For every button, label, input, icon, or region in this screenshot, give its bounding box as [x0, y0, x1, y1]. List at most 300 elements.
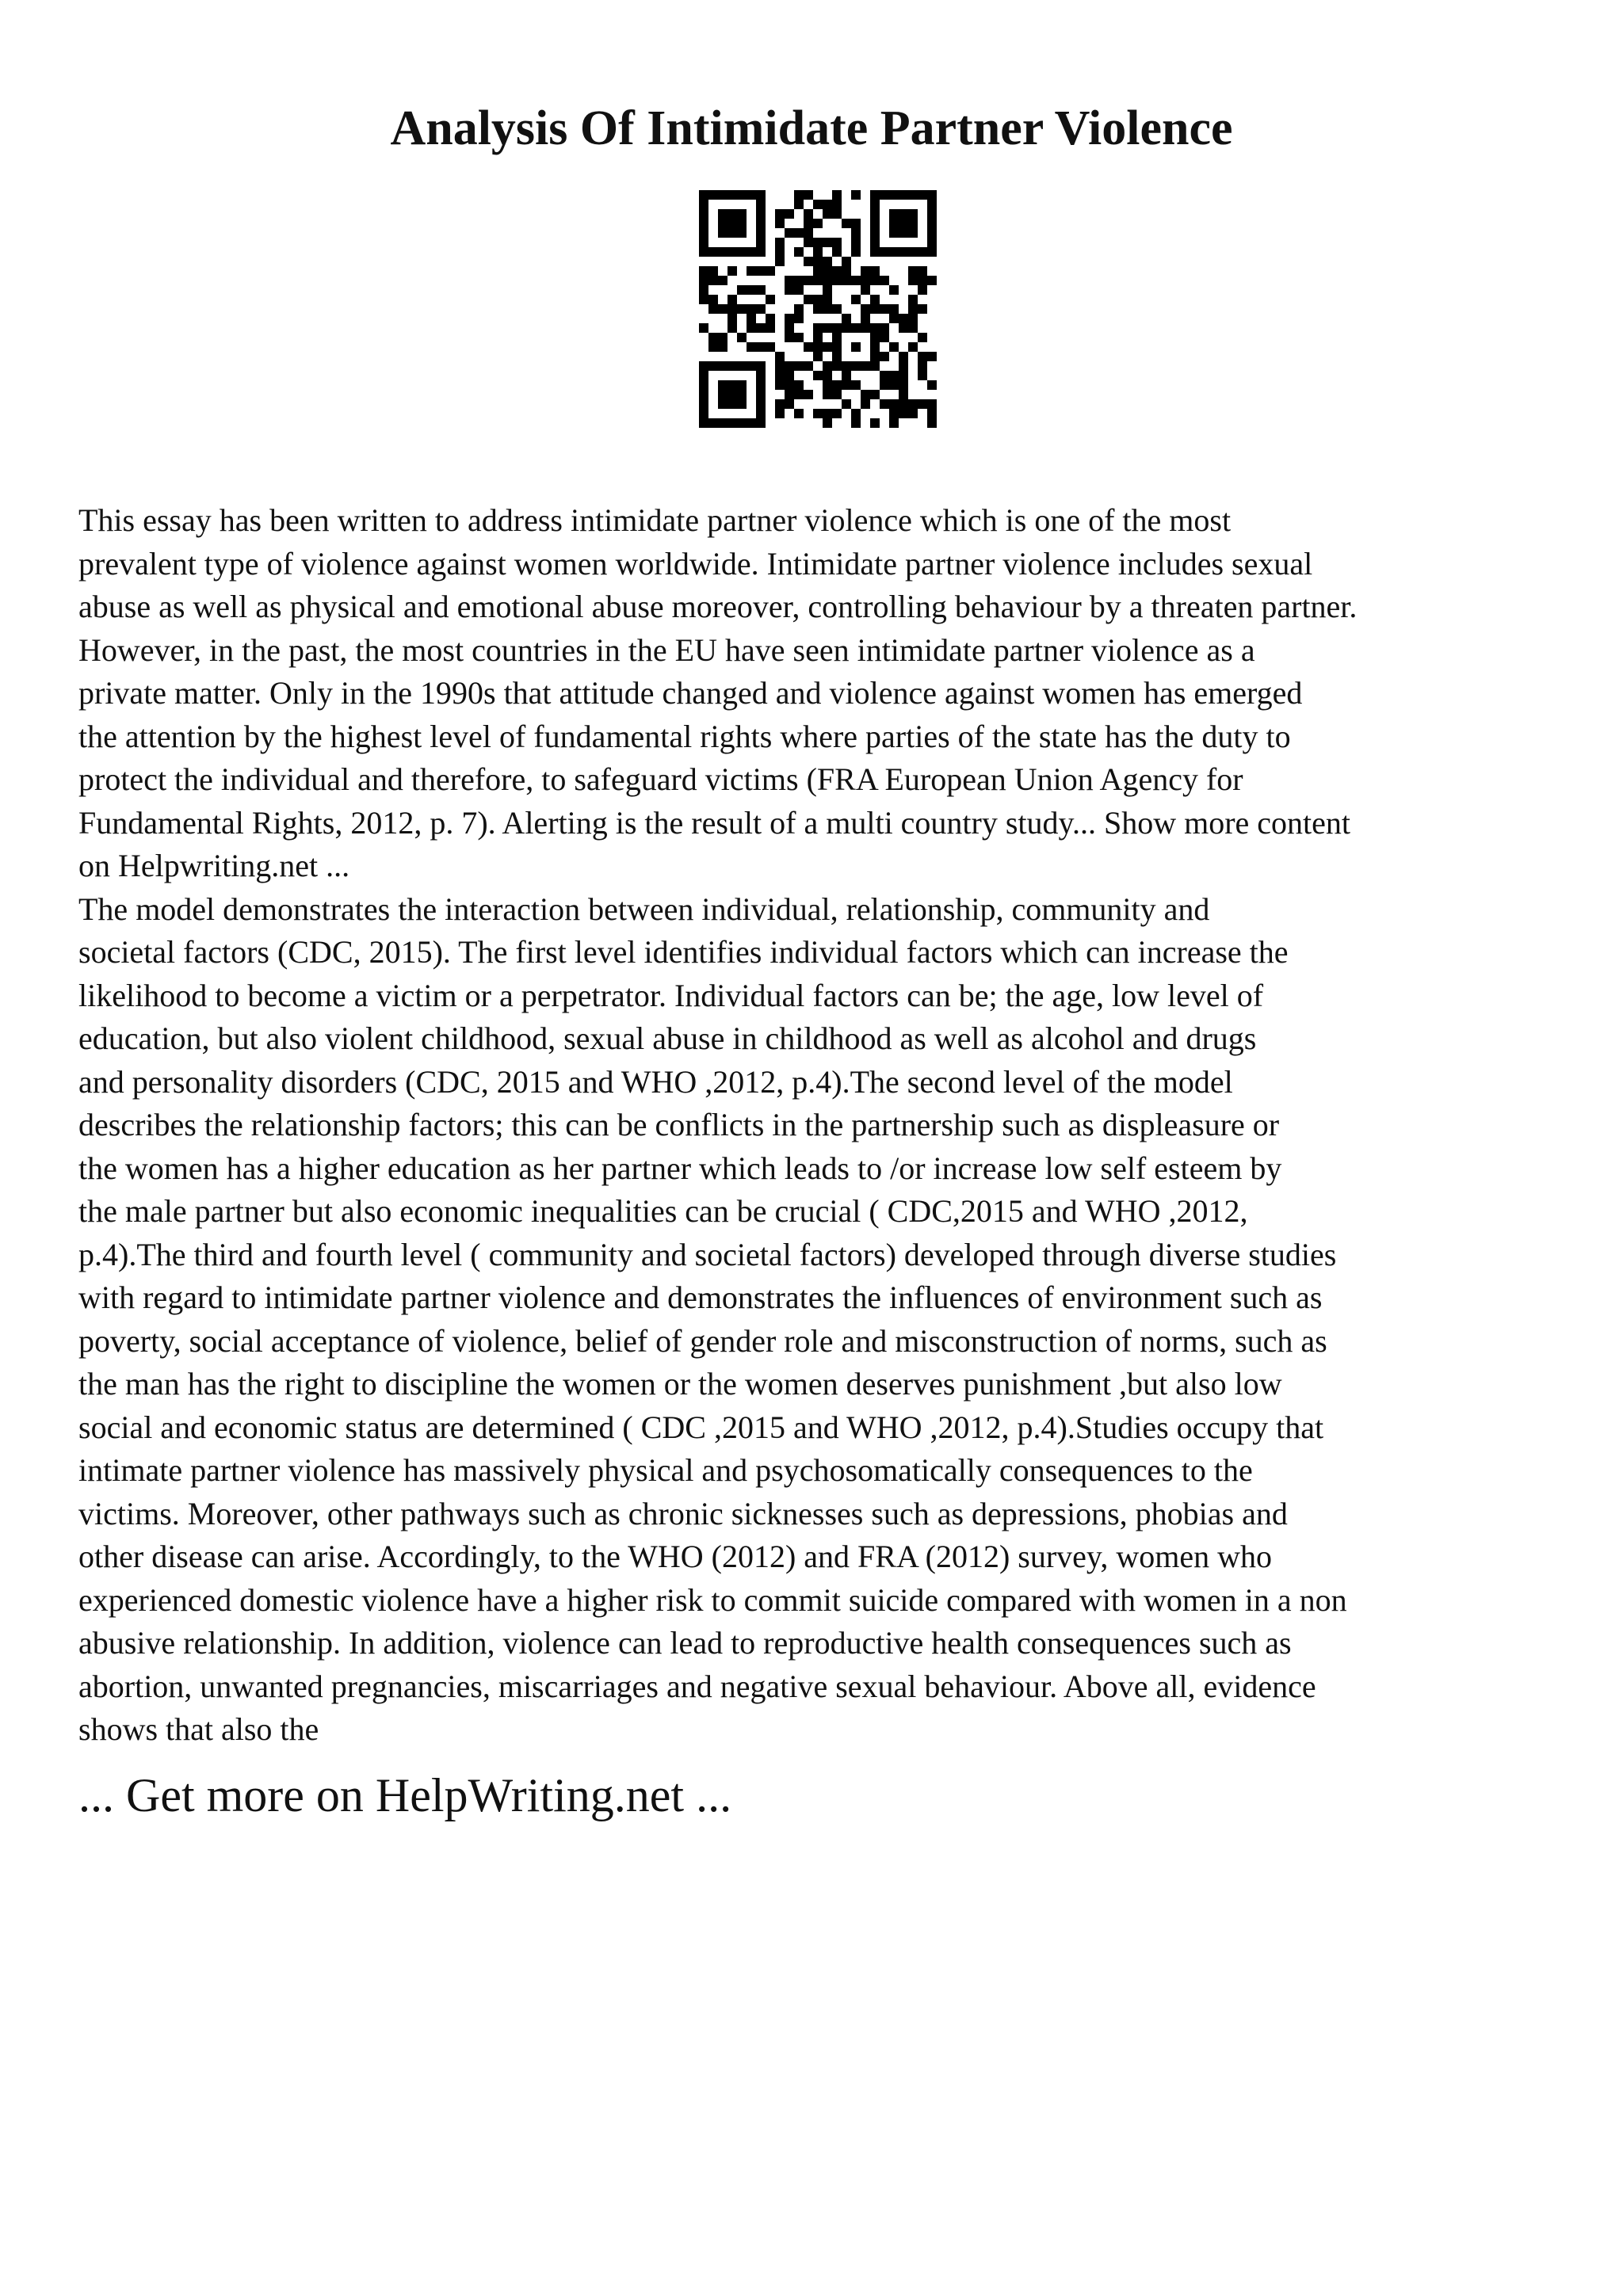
text-line: Fundamental Rights, 2012, p. 7). Alerting is the result of a multi country study... Show more content [78, 804, 1350, 841]
qr-module [794, 380, 804, 390]
text-line: the male partner but also economic inequalities can be crucial ( CDC,2015 and WHO ,2012, [78, 1193, 1248, 1229]
qr-module [727, 219, 737, 228]
qr-module [708, 304, 718, 314]
qr-module [832, 409, 842, 418]
qr-module [718, 390, 727, 399]
qr-module [908, 266, 918, 276]
qr-module [756, 238, 766, 247]
qr-module [794, 276, 804, 285]
qr-module [718, 304, 727, 314]
qr-module [785, 323, 794, 333]
text-line: This essay has been written to address intimidate partner violence which is one of the most [78, 502, 1232, 538]
qr-module [756, 371, 766, 380]
qr-module [756, 228, 766, 238]
qr-module [832, 200, 842, 209]
qr-module [927, 238, 937, 247]
qr-module [918, 276, 927, 285]
qr-module [775, 247, 785, 257]
qr-module [708, 247, 718, 257]
qr-module [851, 361, 861, 371]
qr-module [718, 399, 727, 409]
qr-module [842, 219, 851, 228]
qr-module [880, 276, 889, 285]
qr-module [889, 380, 899, 390]
qr-module [870, 209, 880, 219]
qr-module [756, 342, 766, 352]
qr-module [870, 390, 880, 399]
qr-module [918, 304, 927, 314]
qr-module [832, 247, 842, 257]
qr-module [832, 209, 842, 219]
document-body [78, 499, 1580, 1752]
qr-module [899, 399, 908, 409]
qr-module [699, 323, 708, 333]
qr-module [699, 371, 708, 380]
qr-module [775, 399, 785, 409]
qr-module [832, 323, 842, 333]
text-line: experienced domestic violence have a higher risk to commit suicide compared with women in a non [78, 1581, 1347, 1618]
qr-module [823, 266, 832, 276]
qr-module [832, 380, 842, 390]
qr-module [861, 361, 870, 371]
qr-module [813, 333, 823, 342]
qr-module [794, 285, 804, 295]
qr-module [699, 238, 708, 247]
qr-module [756, 285, 766, 295]
qr-module [756, 266, 766, 276]
qr-module [908, 209, 918, 219]
qr-module [708, 333, 718, 342]
qr-module [832, 342, 842, 352]
qr-module [813, 304, 823, 314]
qr-module [747, 285, 756, 295]
qr-module [785, 371, 794, 380]
qr-module [927, 247, 937, 257]
qr-module [756, 361, 766, 371]
qr-module [880, 380, 889, 390]
qr-module [775, 380, 785, 390]
qr-module [756, 380, 766, 390]
qr-module [737, 209, 747, 219]
qr-module [756, 200, 766, 209]
qr-module [870, 190, 880, 200]
qr-module [899, 190, 908, 200]
qr-module [889, 371, 899, 380]
qr-module [804, 257, 813, 266]
qr-module [927, 380, 937, 390]
qr-module [708, 266, 718, 276]
qr-module [756, 304, 766, 314]
qr-module [737, 190, 747, 200]
qr-module [927, 200, 937, 209]
text-line: with regard to intimidate partner violence and demonstrates the influences of environment such as [78, 1280, 1323, 1315]
qr-module [756, 418, 766, 428]
qr-module [766, 314, 775, 323]
qr-module [699, 190, 708, 200]
qr-module [861, 323, 870, 333]
qr-module [813, 200, 823, 209]
qr-module [889, 314, 899, 323]
qr-module [794, 314, 804, 323]
qr-module [747, 342, 756, 352]
qr-module [747, 361, 756, 371]
text-line: private matter. Only in the 1990s that attitude changed and violence against women has emerged [78, 675, 1303, 711]
qr-module [870, 361, 880, 371]
qr-module [766, 266, 775, 276]
qr-module [756, 219, 766, 228]
qr-module [813, 323, 823, 333]
qr-module [889, 342, 899, 352]
qr-module [756, 409, 766, 418]
qr-module [927, 276, 937, 285]
qr-module [747, 323, 756, 333]
qr-module [747, 314, 756, 323]
text-line: victims. Moreover, other pathways such as chronic sicknesses such as depressions, phobias and [78, 1495, 1288, 1531]
qr-module [823, 390, 832, 399]
qr-module [918, 266, 927, 276]
qr-module [842, 361, 851, 371]
qr-module [832, 361, 842, 371]
qr-module [861, 276, 870, 285]
qr-module [794, 361, 804, 371]
qr-module [718, 228, 727, 238]
text-line: describes the relationship factors; this can be conflicts in the partnership such as displeasure or [78, 1107, 1280, 1142]
text-line: the man has the right to discipline the women or the women deserves punishment ,but also low [78, 1366, 1282, 1402]
qr-module [870, 266, 880, 276]
qr-module [737, 285, 747, 295]
qr-module [804, 228, 813, 238]
qr-module [927, 228, 937, 238]
qr-module [899, 323, 908, 333]
qr-module [880, 333, 889, 342]
qr-module [747, 190, 756, 200]
qr-module [880, 190, 889, 200]
qr-module [899, 314, 908, 323]
qr-module [823, 295, 832, 304]
qr-module [813, 257, 823, 266]
paragraph-2 [78, 888, 1580, 1752]
qr-module [870, 295, 880, 304]
qr-module [727, 295, 737, 304]
qr-module [870, 333, 880, 342]
qr-module [737, 333, 747, 342]
qr-module [727, 247, 737, 257]
qr-module [842, 371, 851, 380]
qr-module [756, 323, 766, 333]
qr-module [918, 371, 927, 380]
qr-module [756, 247, 766, 257]
qr-module [870, 219, 880, 228]
qr-module [842, 257, 851, 266]
qr-module [899, 409, 908, 418]
qr-module [718, 209, 727, 219]
qr-module [775, 209, 785, 219]
qr-module [785, 380, 794, 390]
qr-module [899, 390, 908, 399]
qr-module [794, 228, 804, 238]
qr-module [823, 304, 832, 314]
text-line: shows that also the [78, 1711, 319, 1747]
qr-module [756, 209, 766, 219]
qr-module [851, 238, 861, 247]
qr-module [899, 219, 908, 228]
qr-module [727, 418, 737, 428]
qr-module [870, 276, 880, 285]
qr-module [889, 247, 899, 257]
qr-module [899, 371, 908, 380]
qr-module [870, 200, 880, 209]
qr-module [813, 219, 823, 228]
qr-module [842, 266, 851, 276]
qr-module [737, 418, 747, 428]
qr-module [899, 380, 908, 390]
qr-module [804, 219, 813, 228]
qr-module [851, 276, 861, 285]
qr-module [785, 209, 794, 219]
qr-module [708, 361, 718, 371]
qr-module [727, 314, 737, 323]
text-line: abusive relationship. In addition, violence can lead to reproductive health consequences such as [78, 1625, 1292, 1661]
qr-module [832, 266, 842, 276]
qr-module [804, 209, 813, 219]
text-line: intimate partner violence has massively physical and psychosomatically consequences to the [78, 1452, 1253, 1488]
qr-module [785, 399, 794, 409]
qr-module [823, 409, 832, 418]
qr-module [899, 209, 908, 219]
qr-module [908, 276, 918, 285]
qr-module [918, 285, 927, 295]
qr-module [870, 304, 880, 314]
qr-module [918, 333, 927, 342]
qr-module [908, 295, 918, 304]
qr-module [756, 390, 766, 399]
qr-module [804, 342, 813, 352]
qr-module [908, 342, 918, 352]
qr-module [842, 399, 851, 409]
qr-module [851, 190, 861, 200]
qr-module [775, 371, 785, 380]
qr-module [737, 219, 747, 228]
qr-module [775, 409, 785, 418]
qr-module [775, 238, 785, 247]
qr-module [870, 228, 880, 238]
qr-module [880, 371, 889, 380]
qr-module [832, 333, 842, 342]
qr-module [880, 323, 889, 333]
qr-module [708, 295, 718, 304]
qr-module [842, 314, 851, 323]
text-line: the attention by the highest level of fundamental rights where parties of the state has the duty to [78, 718, 1291, 754]
qr-module [908, 304, 918, 314]
qr-module [870, 342, 880, 352]
get-more-link[interactable]: ... Get more on HelpWriting.net ... [78, 1769, 732, 1821]
qr-module [794, 390, 804, 399]
qr-module [832, 238, 842, 247]
qr-module [794, 200, 804, 209]
qr-module [718, 247, 727, 257]
qr-module [889, 304, 899, 314]
qr-module [813, 342, 823, 352]
qr-module [870, 247, 880, 257]
qr-module [870, 323, 880, 333]
qr-module [699, 228, 708, 238]
qr-module [927, 399, 937, 409]
qr-module [927, 219, 937, 228]
qr-module [747, 418, 756, 428]
text-line: other disease can arise. Accordingly, to the WHO (2012) and FRA (2012) survey, women who [78, 1539, 1272, 1574]
qr-module [823, 257, 832, 266]
qr-module [851, 228, 861, 238]
qr-module [708, 418, 718, 428]
qr-module [927, 190, 937, 200]
qr-module [908, 190, 918, 200]
qr-module [804, 390, 813, 399]
qr-module [832, 276, 842, 285]
text-line: societal factors (CDC, 2015). The first level identifies individual factors which can increase the [78, 934, 1289, 970]
qr-module [889, 418, 899, 428]
qr-module [908, 399, 918, 409]
qr-module [889, 219, 899, 228]
qr-module [813, 295, 823, 304]
qr-module [708, 342, 718, 352]
text-line: prevalent type of violence against women worldwide. Intimidate partner violence includes sexual [78, 545, 1313, 582]
qr-module [804, 276, 813, 285]
qr-module [775, 352, 785, 361]
qr-module [927, 352, 937, 361]
qr-module [699, 390, 708, 399]
qr-module [747, 247, 756, 257]
text-line: protect the individual and therefore, to safeguard victims (FRA European Union Agency for [78, 761, 1243, 797]
qr-module [718, 276, 727, 285]
qr-module [737, 390, 747, 399]
qr-module [775, 257, 785, 266]
qr-module [699, 409, 708, 418]
qr-module [823, 342, 832, 352]
qr-module [727, 380, 737, 390]
qr-module [842, 323, 851, 333]
qr-module [794, 190, 804, 200]
qr-module [861, 304, 870, 314]
qr-module [889, 190, 899, 200]
qr-module [842, 380, 851, 390]
qr-module [899, 352, 908, 361]
qr-module [889, 399, 899, 409]
text-line: abortion, unwanted pregnancies, miscarriages and negative sexual behaviour. Above all, evidence [78, 1668, 1316, 1704]
qr-module [699, 200, 708, 209]
qr-module [699, 209, 708, 219]
qr-module [699, 276, 708, 285]
qr-module [908, 323, 918, 333]
qr-module [699, 418, 708, 428]
qr-module [927, 209, 937, 219]
qr-module [737, 380, 747, 390]
qr-module [880, 399, 889, 409]
qr-module [823, 323, 832, 333]
qr-module [908, 314, 918, 323]
qr-module [813, 371, 823, 380]
qr-module [766, 295, 775, 304]
text-line: However, in the past, the most countries in the EU have seen intimidate partner violence as a [78, 631, 1255, 668]
qr-module [813, 276, 823, 285]
qr-module [870, 238, 880, 247]
qr-module [832, 304, 842, 314]
text-line: The model demonstrates the interaction between individual, relationship, community and [78, 891, 1210, 927]
qr-module [889, 409, 899, 418]
qr-module [699, 266, 708, 276]
qr-module [766, 323, 775, 333]
qr-module [823, 285, 832, 295]
qr-module [908, 247, 918, 257]
qr-module [708, 276, 718, 285]
text-line: abuse as well as physical and emotional abuse moreover, controlling behaviour by a threaten partner. [78, 589, 1358, 624]
qr-module [775, 219, 785, 228]
qr-module [870, 418, 880, 428]
qr-module [851, 323, 861, 333]
text-line: likelihood to become a victim or a perpetrator. Individual factors can be; the age, low level of [78, 977, 1264, 1013]
qr-module [775, 361, 785, 371]
qr-module [861, 314, 870, 323]
qr-module [870, 352, 880, 361]
qr-module [927, 418, 937, 428]
qr-module [918, 352, 927, 361]
text-line: on Helpwriting.net ... [78, 848, 350, 883]
qr-module [813, 352, 823, 361]
qr-module [727, 209, 737, 219]
text-line: education, but also violent childhood, sexual abuse in childhood as well as alcohol and drugs [78, 1020, 1257, 1056]
qr-module [889, 285, 899, 295]
qr-module [851, 342, 861, 352]
qr-module [823, 276, 832, 285]
qr-module [918, 361, 927, 371]
qr-module [785, 285, 794, 295]
qr-module [823, 418, 832, 428]
qr-module [861, 285, 870, 295]
qr-module [851, 219, 861, 228]
qr-module [927, 409, 937, 418]
qr-module [718, 333, 727, 342]
qr-module [851, 409, 861, 418]
qr-module [737, 228, 747, 238]
qr-module [699, 380, 708, 390]
qr-module [718, 380, 727, 390]
qr-module [785, 228, 794, 238]
qr-module [851, 380, 861, 390]
qr-module [804, 361, 813, 371]
qr-module [804, 238, 813, 247]
qr-module [794, 304, 804, 314]
qr-module [889, 209, 899, 219]
qr-module [823, 200, 832, 209]
qr-module [880, 247, 889, 257]
qr-module [785, 361, 794, 371]
qr-module [699, 285, 708, 295]
text-line: social and economic status are determined ( CDC ,2015 and WHO ,2012, p.4).Studies occupy that [78, 1409, 1324, 1445]
qr-module [785, 276, 794, 285]
qr-module [756, 399, 766, 409]
qr-module [718, 361, 727, 371]
qr-module [727, 304, 737, 314]
qr-module [813, 247, 823, 257]
qr-module [718, 190, 727, 200]
qr-code-icon [699, 190, 937, 428]
qr-module [718, 342, 727, 352]
qr-module [727, 228, 737, 238]
qr-module [832, 390, 842, 399]
qr-module [823, 380, 832, 390]
qr-module [785, 314, 794, 323]
qr-module [794, 333, 804, 342]
qr-module [699, 361, 708, 371]
